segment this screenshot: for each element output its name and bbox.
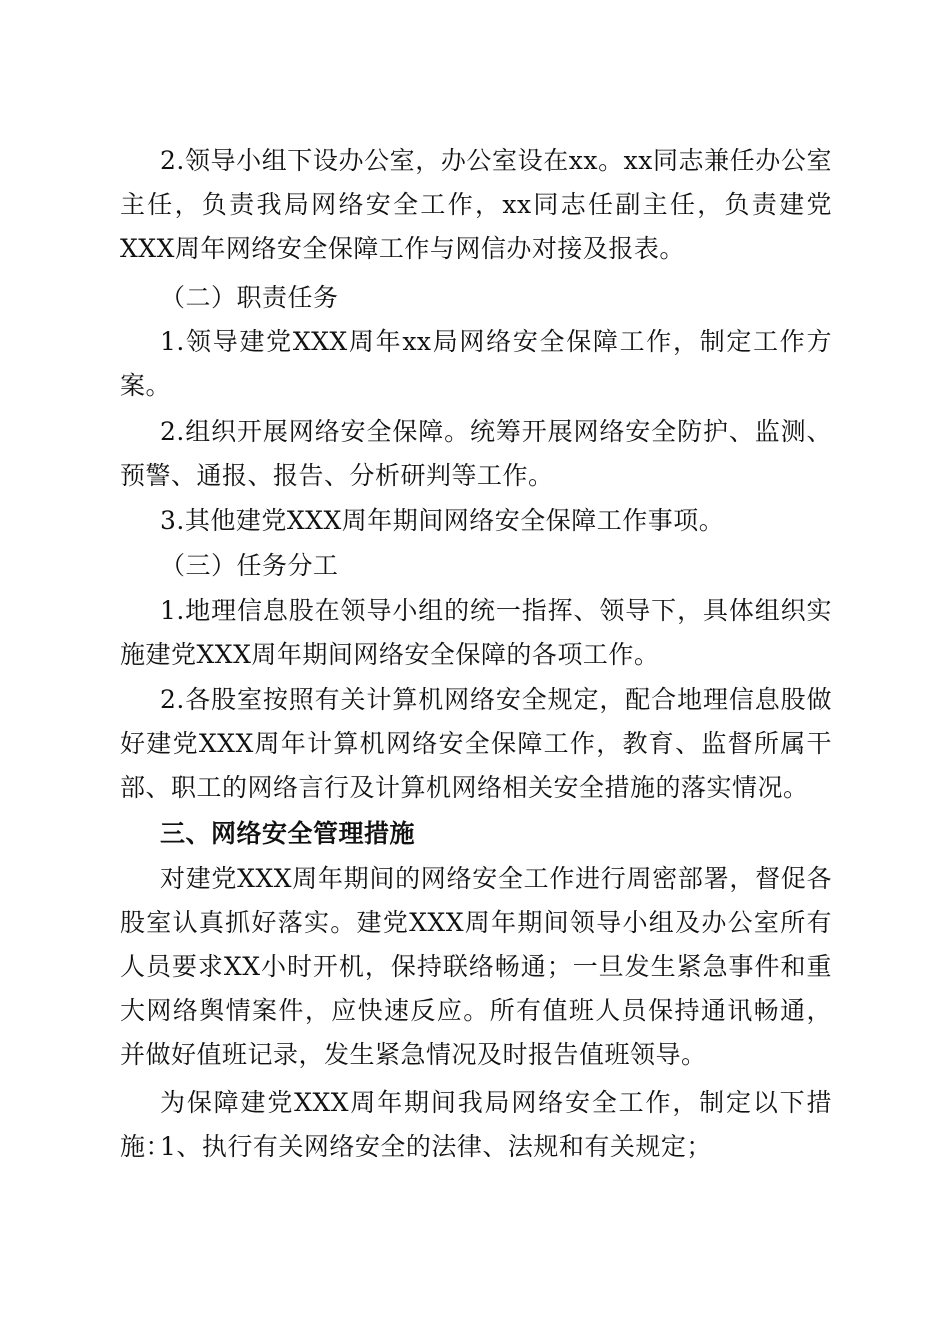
paragraph-security-deployment: 对建党XXX周年期间的网络安全工作进行周密部署，督促各股室认真抓好落实。建党XXX周年期间领导小组及办公室所有人员要求XX小时开机，保持联络畅通；一旦发生紧急事件和重大网络舆情案件，应快速反应。所有值班人员保持通讯畅通，并做好值班记录，发生紧急情况及时报告值班领导。 — [120, 864, 832, 1069]
paragraph-duty-2: 2.组织开展网络安全保障。统筹开展网络安全防护、监测、预警、通报、报告、分析研判等工作。 — [120, 417, 832, 490]
paragraph-duty-1: 1.领导建党XXX周年xx局网络安全保障工作，制定工作方案。 — [120, 327, 832, 400]
paragraph-office-setup: 2.领导小组下设办公室，办公室设在xx。xx同志兼任办公室主任，负责我局网络安全工作，xx同志任副主任，负责建党XXX周年网络安全保障工作与网信办对接及报表。 — [120, 146, 832, 263]
subheading-duties: （二）职责任务 — [160, 283, 339, 312]
paragraph-measures-intro: 为保障建党XXX周年期间我局网络安全工作，制定以下措施： — [120, 1088, 832, 1161]
section-heading-security-measures: 三、网络安全管理措施 — [160, 819, 416, 848]
subheading-task-division: （三）任务分工 — [160, 551, 339, 580]
paragraph-task-2: 2.各股室按照有关计算机网络安全规定，配合地理信息股做好建党XXX周年计算机网络安全保障工作，教育、监督所属干部、职工的网络言行及计算机网络相关安全措施的落实情况。 — [120, 685, 832, 802]
paragraph-duty-3: 3.其他建党XXX周年期间网络安全保障工作事项。 — [160, 506, 725, 535]
paragraph-measure-1: 1、执行有关网络安全的法律、法规和有关规定； — [160, 1132, 712, 1161]
paragraph-task-1: 1.地理信息股在领导小组的统一指挥、领导下，具体组织实施建党XXX周年期间网络安全保障的各项工作。 — [120, 596, 832, 669]
